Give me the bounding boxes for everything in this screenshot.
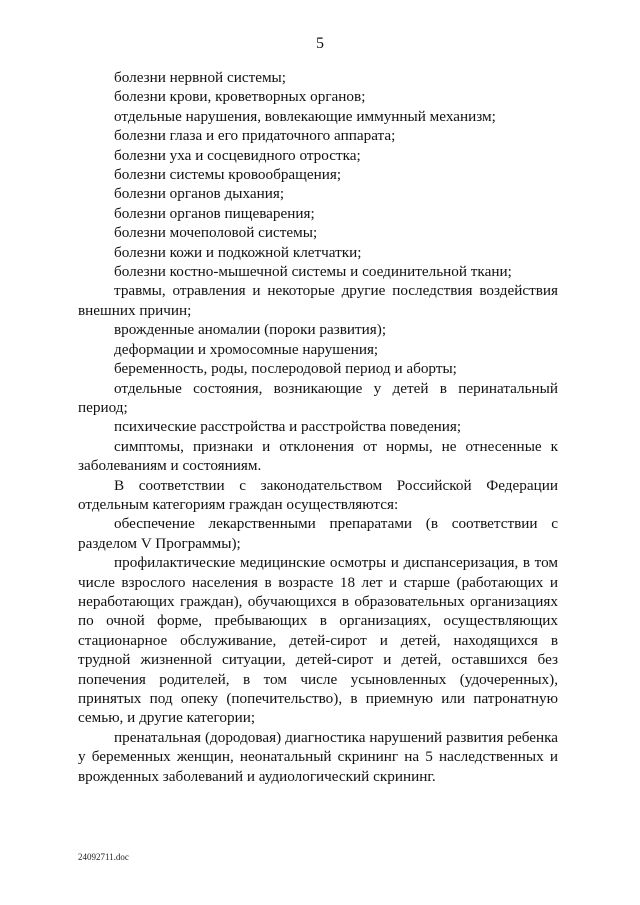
list-item: болезни глаза и его придаточного аппарата; [114, 127, 396, 145]
list-item: болезни мочеполовой системы; [114, 224, 318, 242]
list-item: болезни кожи и подкожной клетчатки; [114, 243, 362, 261]
list-item: болезни органов пищеварения; [114, 204, 315, 222]
list-item: болезни костно-мышечной системы и соединительной ткани; [114, 263, 512, 281]
list-item: болезни системы кровообращения; [114, 166, 342, 184]
list-item: пренатальная (дородовая) диагностика нарушений развития ребенка у беременных женщин, неонатальный скрининг на 5 наследственных и врожденных заболеваний и аудиологический скрининг. [78, 728, 558, 785]
list-item: деформации и хромосомные нарушения; [114, 340, 379, 358]
paragraph: В соответствии с законодательством Российской Федерации отдельным категориям граждан осуществляются: [78, 476, 558, 513]
list-item: болезни уха и сосцевидного отростка; [114, 146, 361, 164]
list-item: травмы, отравления и некоторые другие последствия воздействия внешних причин; [78, 282, 558, 319]
list-item: отдельные состояния, возникающие у детей в перинатальный период; [78, 379, 558, 416]
page-number: 5 [316, 35, 324, 52]
list-item: врожденные аномалии (пороки развития); [114, 321, 387, 339]
document-file-code: 24092711.doc [78, 852, 129, 862]
list-item: симптомы, признаки и отклонения от нормы, не отнесенные к заболеваниям и состояниям. [78, 437, 558, 475]
list-item: профилактические медицинские осмотры и диспансеризация, в том числе взрослого населения в возрасте 18 лет и старше (работающих и неработающих граждан), обучающихся в образовательных организациях по очной форме, пребывающих в организациях, осуществляющих стационарное обслуживание, детей-сирот и детей, находящихся в трудной жизненной ситуации, детей-сирот и детей, оставшихся без попечения родителей, в том числе усыновленных (удочеренных), принятых под опеку (попечительство), в приемную или патронатную семью, и другие категории; [78, 554, 558, 727]
list-item: беременность, роды, послеродовой период и аборты; [114, 360, 457, 378]
list-item: отдельные нарушения, вовлекающие иммунный механизм; [114, 107, 496, 125]
list-item: болезни нервной системы; [114, 69, 286, 86]
list-item: болезни крови, кроветворных органов; [114, 88, 366, 106]
document-body [78, 68, 558, 786]
list-item: болезни органов дыхания; [114, 185, 285, 203]
list-item: психические расстройства и расстройства поведения; [114, 418, 462, 436]
list-item: обеспечение лекарственными препаратами (в соответствии с разделом V Программы); [78, 515, 558, 552]
